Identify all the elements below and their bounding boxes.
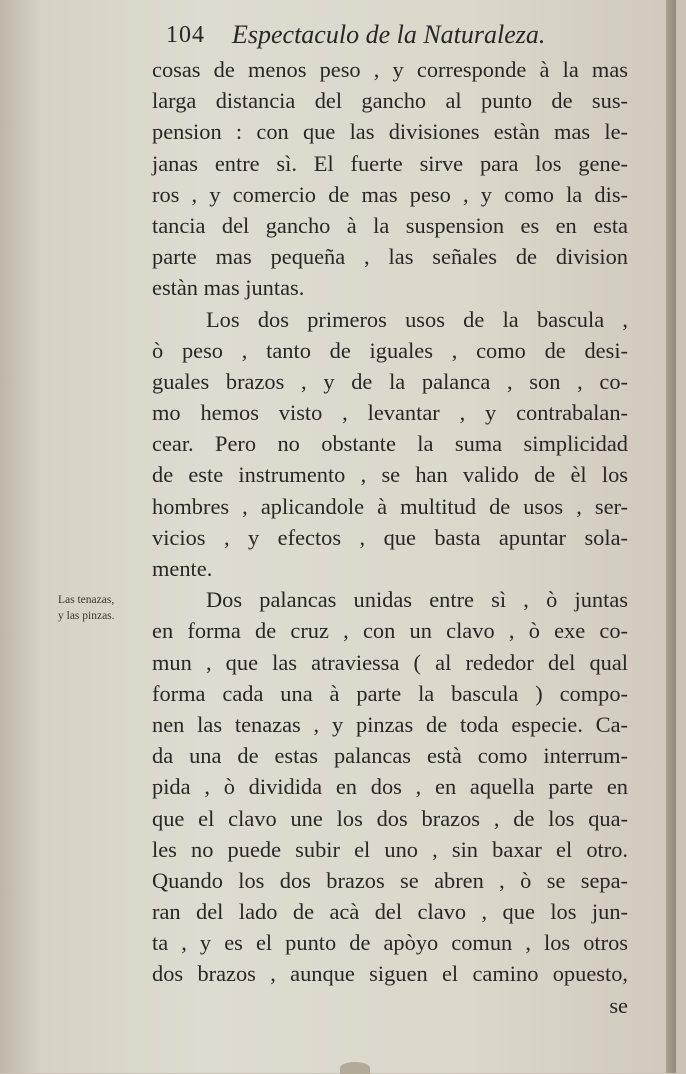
page-header <box>166 20 586 54</box>
paragraph-start-line: Los dos primeros usos de la bascula , <box>206 306 628 332</box>
catchword: se <box>609 992 628 1018</box>
text-line: da una de estas palancas està como interrum- <box>152 743 628 769</box>
text-line: parte mas pequeña , las señales de division <box>152 244 628 270</box>
text-line: mo hemos visto , levantar , y contrabalan- <box>152 400 628 426</box>
page-edge <box>666 0 676 1073</box>
text-line: les no puede subir el uno , sin baxar el otro. <box>152 836 628 862</box>
margin-note-line: Las tenazas, <box>58 594 115 606</box>
binding-mark <box>340 1062 370 1074</box>
text-line: que el clavo une los dos brazos , de los qua- <box>152 805 628 831</box>
text-line: dos brazos , aunque siguen el camino opuesto, <box>152 961 628 987</box>
text-line: en forma de cruz , con un clavo , ò exe co- <box>152 618 628 644</box>
body-text <box>152 54 628 1021</box>
text-line: mun , que las atraviessa ( al rededor del qual <box>152 649 628 675</box>
text-line: hombres , aplicandole à multitud de usos , ser- <box>152 493 628 519</box>
text-line: ta , y es el punto de apòyo comun , los otros <box>152 930 628 956</box>
text-line: cosas de menos peso , y corresponde à la mas <box>152 57 628 82</box>
text-line: janas entre sì. El fuerte sirve para los gene- <box>152 150 628 176</box>
text-line: pension : con que las divisiones estàn mas le- <box>152 119 628 145</box>
text-line: vicios , y efectos , que basta apuntar sola- <box>152 524 628 550</box>
margin-note-line: y las pinzas. <box>58 610 115 622</box>
text-line: cear. Pero no obstante la suma simplicidad <box>152 431 628 457</box>
text-line: tancia del gancho à la suspension es en esta <box>152 212 628 238</box>
text-line: larga distancia del gancho al punto de sus- <box>152 88 628 114</box>
running-title: Espectaculo de la Naturaleza. <box>232 20 546 49</box>
text-line: Quando los dos brazos se abren , ò se sepa- <box>152 867 628 893</box>
text-line: forma cada una à parte la bascula ) compo- <box>152 680 628 706</box>
text-line: ran del lado de acà del clavo , que los jun- <box>152 899 628 925</box>
text-line: estàn mas juntas. <box>152 275 305 301</box>
text-line: guales brazos , y de la palanca , son , co- <box>152 368 628 394</box>
page-number: 104 <box>166 22 205 48</box>
text-line: mente. <box>152 556 213 581</box>
paragraph-start-line: Dos palancas unidas entre sì , ò juntas <box>206 587 628 613</box>
text-line: nen las tenazas , y pinzas de toda especie. Ca- <box>152 711 628 737</box>
text-line: ros , y comercio de mas peso , y como la dis- <box>152 181 628 207</box>
text-line: ò peso , tanto de iguales , como de desi- <box>152 337 628 363</box>
margin-note <box>58 592 150 624</box>
text-line: de este instrumento , se han valido de èl los <box>152 462 628 488</box>
text-line: pida , ò dividida en dos , en aquella parte en <box>152 774 628 800</box>
